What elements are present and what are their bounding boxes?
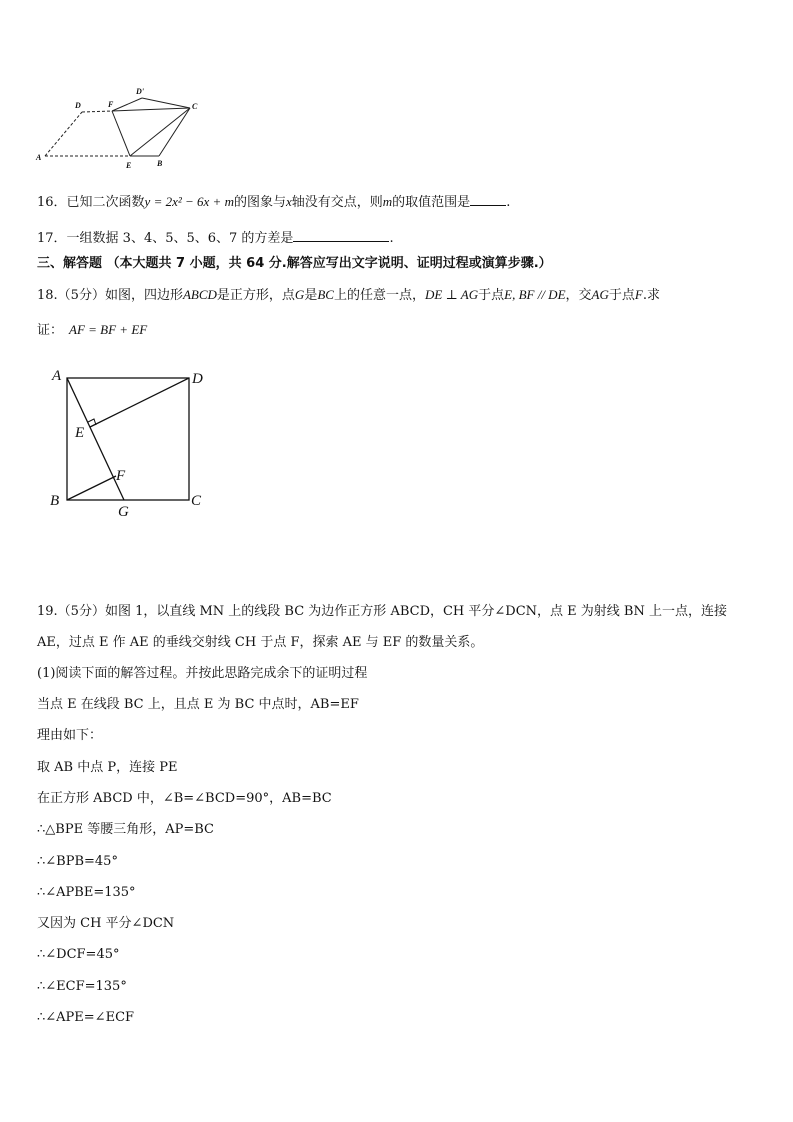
- q18-cond: DE ⊥ AG: [424, 287, 479, 302]
- square-abcd: [67, 378, 189, 500]
- label-g: G: [118, 504, 129, 520]
- figure-18: [44, 364, 214, 520]
- label-d: D: [192, 371, 203, 387]
- q18-text-e: 于点: [478, 288, 505, 303]
- q19-line-3: (1)阅读下面的解答过程。并按此思路完成余下的证明过程: [37, 666, 368, 681]
- q18-text-f: ，交: [565, 288, 592, 303]
- question-18-line2: [37, 321, 147, 340]
- q18-f: F: [634, 287, 643, 302]
- q16-formula: y = 2x² − 6x + m: [144, 194, 234, 209]
- label-d: D: [75, 101, 81, 110]
- question-16: [37, 193, 510, 212]
- q16-suffix: 的取值范围是: [392, 195, 471, 210]
- q18-g: G: [294, 287, 305, 302]
- q17-text: 17．一组数据 3、4、5、5、6、7 的方差是: [37, 231, 294, 246]
- q18-bc: BC: [317, 287, 334, 302]
- q18-text-prove: 证：: [37, 323, 64, 338]
- q18-text-h: .求: [642, 288, 660, 303]
- q19-line-1: 19.（5分）如图 1，以直线 MN 上的线段 BC 为边作正方形 ABCD，CH 平分∠DCN，点 E 为射线 BN 上一点，连接: [37, 604, 727, 619]
- q18-ag: AG: [591, 287, 609, 302]
- q16-mid2: 轴没有交点，则: [291, 195, 383, 210]
- q16-answer-blank[interactable]: [470, 193, 506, 206]
- q19-line-4: 当点 E 在线段 BC 上，且点 E 为 BC 中点时，AB=EF: [37, 697, 359, 712]
- edge-fe: [112, 111, 130, 156]
- q19-line-5: 理由如下：: [37, 728, 103, 743]
- q18-cond2: E, BF // DE: [504, 287, 566, 302]
- q18-text-g: 于点: [608, 288, 635, 303]
- edge-fc: [112, 108, 190, 111]
- q19-line-8: ∴△BPE 等腰三角形，AP=BC: [37, 822, 214, 837]
- segment-de: [90, 378, 189, 427]
- label-e: E: [126, 161, 132, 170]
- q19-line-12: ∴∠DCF=45°: [37, 947, 120, 962]
- q16-prefix: 16．已知二次函数: [37, 195, 145, 210]
- q19-line-11: 又因为 CH 平分∠DCN: [37, 916, 175, 931]
- q19-line-9: ∴∠BPB=45°: [37, 854, 118, 869]
- question-18-line1: [37, 286, 660, 305]
- label-e: E: [75, 425, 85, 441]
- edge-ad: [45, 112, 82, 156]
- edge-ec: [130, 108, 190, 156]
- label-b: B: [50, 493, 60, 509]
- segment-bf: [67, 476, 116, 500]
- q19-line-14: ∴∠APE=∠ECF: [37, 1010, 135, 1025]
- edge-dpc: [142, 98, 190, 108]
- q18-text-d: 上的任意一点，: [333, 288, 425, 303]
- q17-answer-blank[interactable]: [293, 229, 389, 242]
- q19-line-2: AE，过点 E 作 AE 的垂线交射线 CH 于点 F，探索 AE 与 EF 的数量关系。: [37, 635, 484, 650]
- q18-text-c: 是: [304, 288, 318, 303]
- edge-bc: [159, 108, 190, 156]
- section-title: 三、解答题 （本大题共 7 小题，共 64 分.解答应写出文字说明、证明过程或演算步骤.）: [37, 256, 552, 271]
- q16-end: .: [506, 195, 511, 210]
- q16-mid: 的图象与: [233, 195, 286, 210]
- q18-text-b: 是正方形，点: [216, 288, 295, 303]
- q19-line-7: 在正方形 ABCD 中，∠B=∠BCD=90°，AB=BC: [37, 791, 332, 806]
- question-17: [37, 229, 394, 248]
- label-a: A: [52, 368, 62, 384]
- label-dp: D': [136, 87, 144, 96]
- q18-proof-statement: AF = BF + EF: [69, 322, 148, 337]
- q19-line-13: ∴∠ECF=135°: [37, 979, 127, 994]
- label-f: F: [108, 100, 114, 109]
- q18-text-a: 18.（5分）如图，四边形: [37, 288, 183, 303]
- q16-mvar: m: [382, 194, 393, 209]
- q18-abcd: ABCD: [182, 287, 217, 302]
- edge-fdp: [112, 98, 142, 111]
- label-b: B: [157, 159, 163, 168]
- top-figure: [30, 82, 210, 172]
- q19-line-6: 取 AB 中点 P，连接 PE: [37, 760, 178, 775]
- q17-end: .: [389, 231, 394, 246]
- q19-line-10: ∴∠APBE=135°: [37, 885, 136, 900]
- edge-df: [82, 111, 112, 112]
- label-c: C: [191, 493, 202, 509]
- label-c: C: [192, 102, 198, 111]
- q16-xvar: x: [285, 194, 292, 209]
- label-f: F: [116, 468, 126, 484]
- label-a: A: [36, 153, 42, 162]
